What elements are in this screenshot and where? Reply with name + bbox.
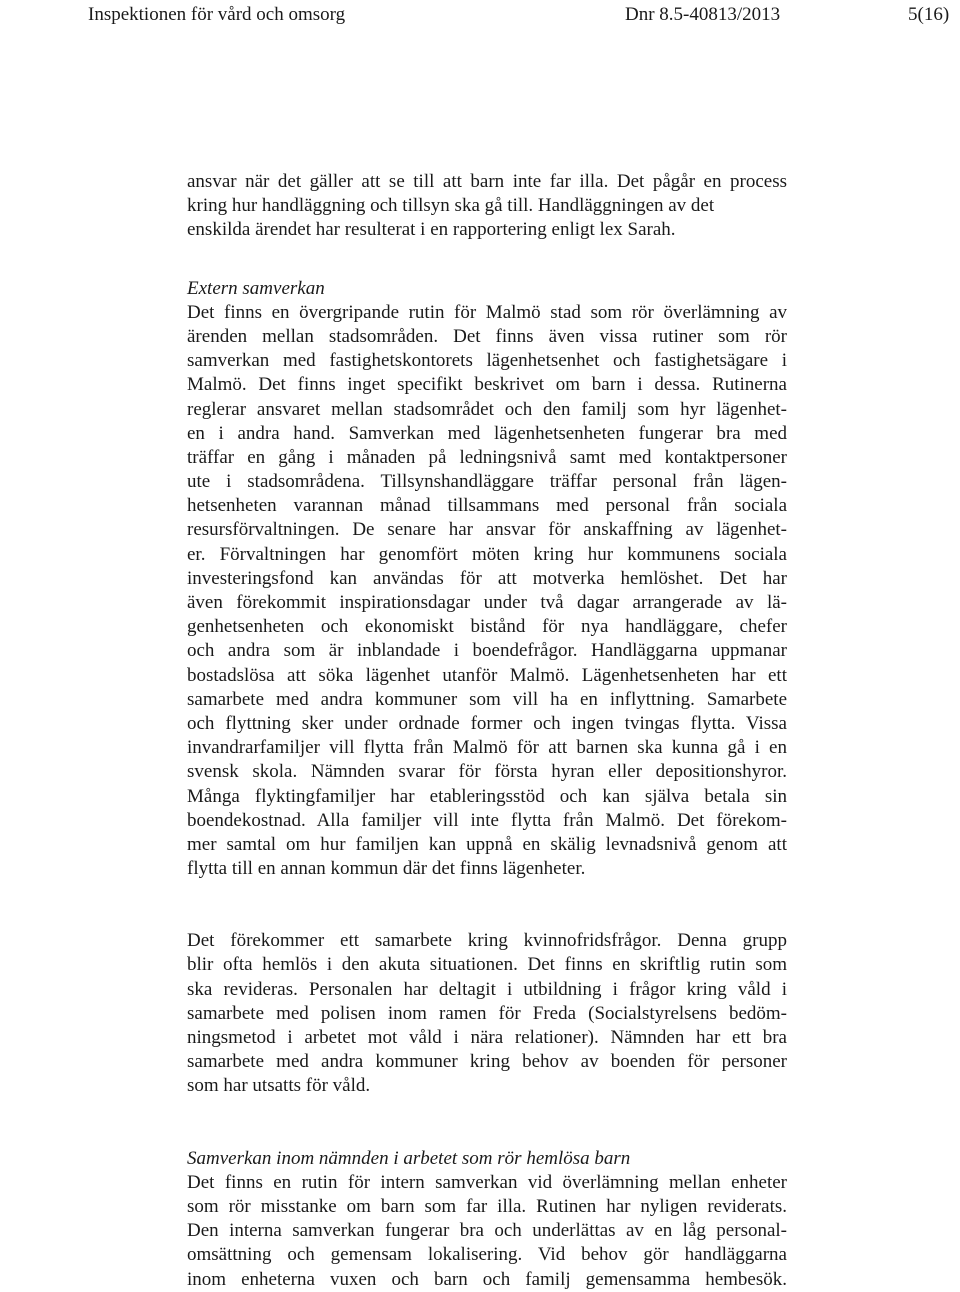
document-body <box>187 170 787 1292</box>
text-line: investeringsfond kan användas för att motverka hemlöshet. Det har <box>187 567 787 589</box>
text-line: som har utsatts för våld. <box>187 1075 371 1097</box>
text-line: invandrarfamiljer vill flytta från Malmö för att barnen ska kunna gå i en <box>187 737 787 759</box>
text-line: genhetsenheten och ekonomiskt bistånd för nya handläggare, chefer <box>187 616 787 638</box>
text-line: enskilda ärendet har resulterat i en rapportering enligt lex Sarah. <box>187 219 676 241</box>
section-heading: Samverkan inom nämnden i arbetet som rör hemlösa barn <box>187 1147 631 1169</box>
text-line: Malmö. Det finns inget specifikt beskrivet om barn i dessa. Rutinerna <box>187 374 787 396</box>
text-line: flytta till en annan kommun där det finns lägenheter. <box>187 858 586 880</box>
diarienummer: Dnr 8.5-40813/2013 <box>625 4 781 25</box>
text-line: er. Förvaltningen har genomfört möten kring hur kommunens sociala <box>187 543 787 565</box>
text-line: en i andra hand. Samverkan med lägenhetsenheten fungerar bra med <box>187 422 787 444</box>
text-line: som rör misstanke om barn som far illa. Rutinen har nyligen reviderats. <box>187 1195 787 1217</box>
paragraph-continuation <box>187 170 787 243</box>
text-line: hetsenheten varannan månad tillsammans med personal från sociala <box>187 495 787 517</box>
text-line: reglerar ansvaret mellan stadsområdet och den familj som hyr lägenhet- <box>187 398 787 420</box>
text-line: Det förekommer ett samarbete kring kvinnofridsfrågor. Denna grupp <box>187 930 787 952</box>
text-line: Den interna samverkan fungerar bra och underlättas av en låg personal- <box>187 1220 787 1242</box>
text-line: och flyttning sker under ordnade former och ingen tvingas flytta. Vissa <box>187 712 787 734</box>
text-line: ärenden mellan stadsområden. Det finns även vissa rutiner som rör <box>187 325 787 347</box>
section-heading: Extern samverkan <box>187 277 325 299</box>
text-line: även förekommit inspirationsdagar under två dagar arrangerade av lä- <box>187 592 787 613</box>
text-line: svensk skola. Nämnden svarar för första hyran eller depositionshyror. <box>187 761 787 783</box>
text-line: samarbete med polisen inom ramen för Freda (Socialstyrelsens bedöm- <box>187 1002 787 1024</box>
text-line: kring hur handläggning och tillsyn ska gå till. Handläggningen av det <box>187 195 715 217</box>
text-line: ska revideras. Personalen har deltagit i utbildning i frågor kring våld i <box>187 978 787 1000</box>
text-line: och andra som är inblandade i boendefrågor. Handläggarna uppmanar <box>187 640 787 662</box>
text-line: resursförvaltningen. De senare har ansvar för anskaffning av lägenhet- <box>187 519 787 541</box>
text-line: mer samtal om hur familjen kan uppnå en skälig levnadsnivå genom att <box>187 833 787 855</box>
text-line: träffar en gång i månaden på ledningsnivå samt med kontaktpersoner <box>187 446 787 468</box>
text-line: Många flyktingfamiljer har etableringsstöd och kan själva betala sin <box>187 785 787 807</box>
text-line: ute i stadsområdena. Tillsynshandläggare träffar personal från lägen- <box>187 471 787 493</box>
text-line: omsättning och gemensam lokalisering. Vid behov gör handläggarna <box>187 1244 787 1266</box>
text-line: samarbete med andra kommuner kring behov av boenden för personer <box>187 1051 787 1073</box>
text-line: Det finns en övergripande rutin för Malmö stad som rör överlämning av <box>187 301 787 323</box>
text-line: Det finns en rutin för intern samverkan vid överlämning mellan enheter <box>187 1171 787 1193</box>
text-line: blir ofta hemlös i den akuta situationen. Det finns en skriftlig rutin som <box>187 954 787 976</box>
text-line: ningsmetod i arbetet mot våld i nära relationer). Nämnden har ett bra <box>187 1027 787 1048</box>
text-line: ansvar när det gäller att se till att barn inte far illa. Det pågår en process <box>187 171 787 192</box>
section-samverkan-inom-namnden <box>187 1147 787 1292</box>
text-line: bostadslösa att söka lägenhet utanför Malmö. Lägenhetsenheten har ett <box>187 664 787 686</box>
organization-name: Inspektionen för vård och omsorg <box>88 4 346 25</box>
paragraph-kvinnofrid <box>187 929 787 1098</box>
text-line: samarbete med andra kommuner som vill ha en inflyttning. Samarbete <box>187 688 787 710</box>
page-number: 5(16) <box>908 4 950 25</box>
text-line: inom enheterna vuxen och barn och familj gemensamma hembesök. <box>187 1268 787 1290</box>
text-line: boendekostnad. Alla familjer vill inte flytta från Malmö. Det förekom- <box>187 809 787 831</box>
text-line: samverkan med fastighetskontorets lägenhetsenhet och fastighetsägare i <box>187 350 787 372</box>
section-extern-samverkan <box>187 277 787 882</box>
page-header <box>88 2 960 32</box>
